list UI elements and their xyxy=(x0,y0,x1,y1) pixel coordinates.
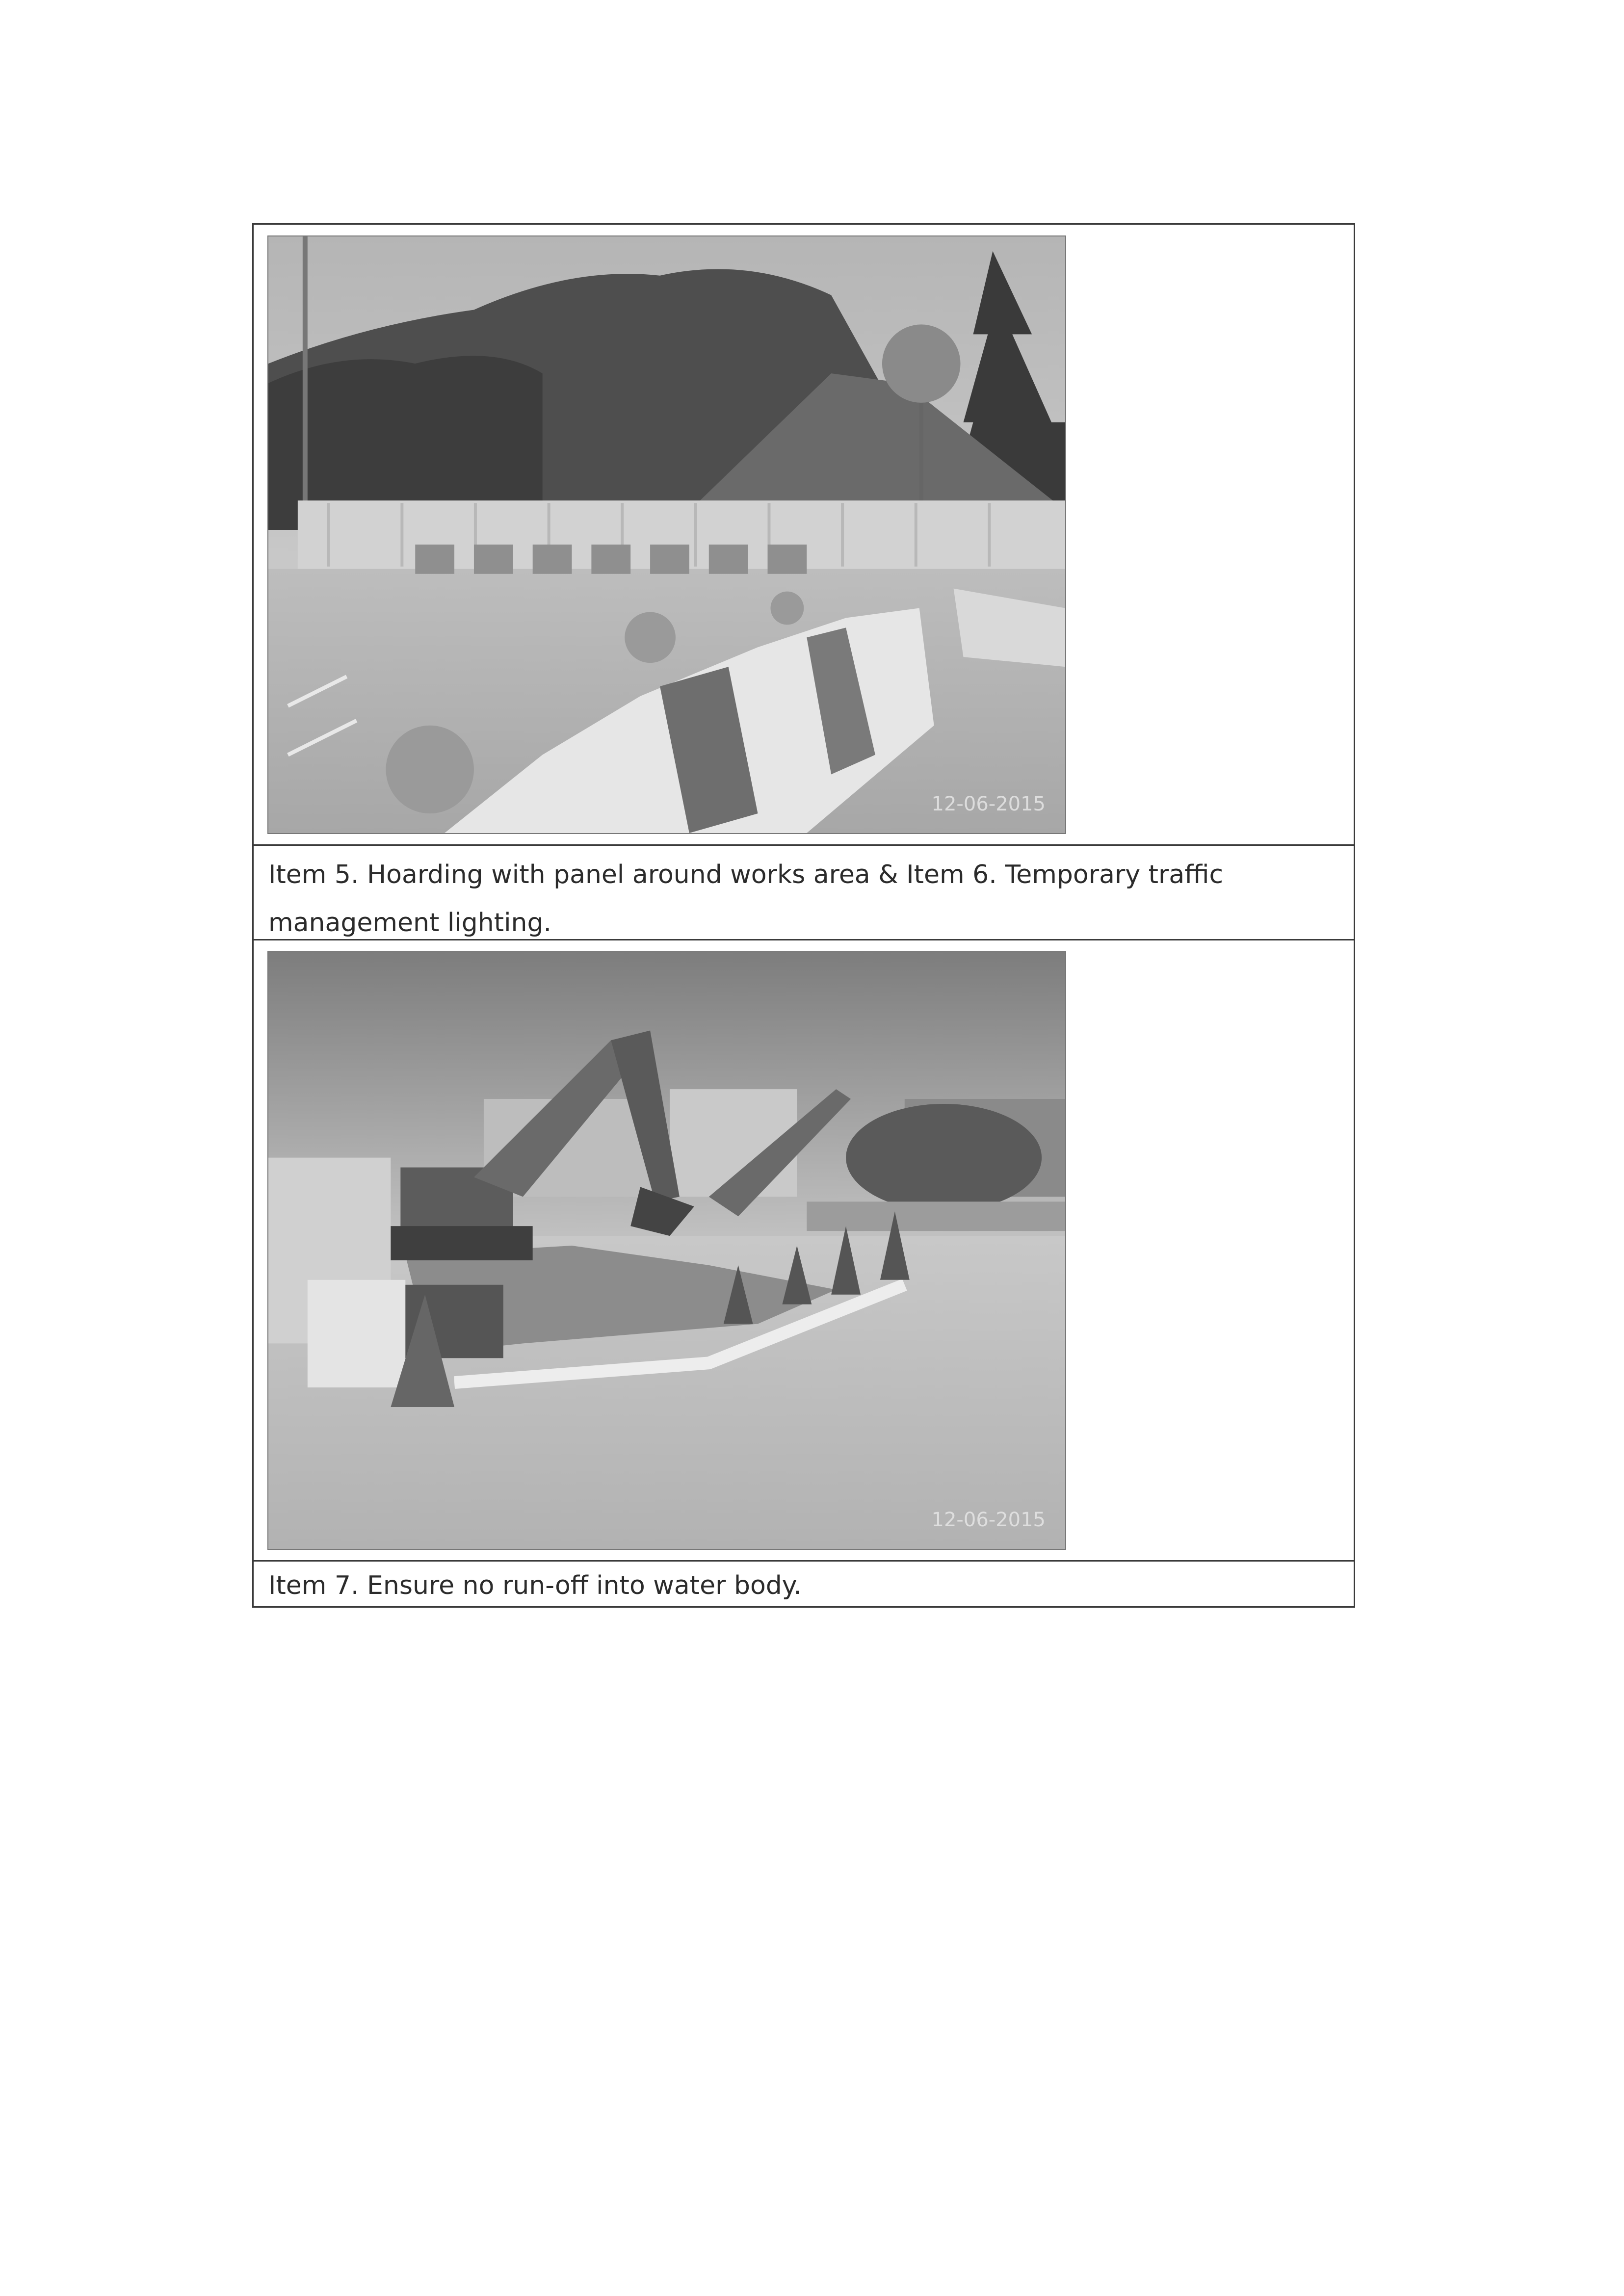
photo-date-stamp: 12-06-2015 xyxy=(931,1509,1046,1531)
hoarding-photo-image xyxy=(268,236,1065,833)
photo-caption: Item 7. Ensure no run-off into water body. xyxy=(268,1571,802,1600)
photo-caption: Item 5. Hoarding with panel around works area & Item 6. Temporary traffic management lighting. xyxy=(268,860,1224,938)
photo-record-table xyxy=(252,223,1355,1608)
caption-cell xyxy=(254,1560,1354,1608)
excavation-photo-image xyxy=(268,952,1065,1549)
caption-cell xyxy=(254,844,1354,940)
site-photo-excavation xyxy=(267,951,1066,1550)
photo-cell xyxy=(254,940,1354,1560)
site-photo-hoarding xyxy=(267,235,1066,834)
photo-date-stamp: 12-06-2015 xyxy=(931,793,1046,815)
photo-cell xyxy=(254,225,1354,844)
